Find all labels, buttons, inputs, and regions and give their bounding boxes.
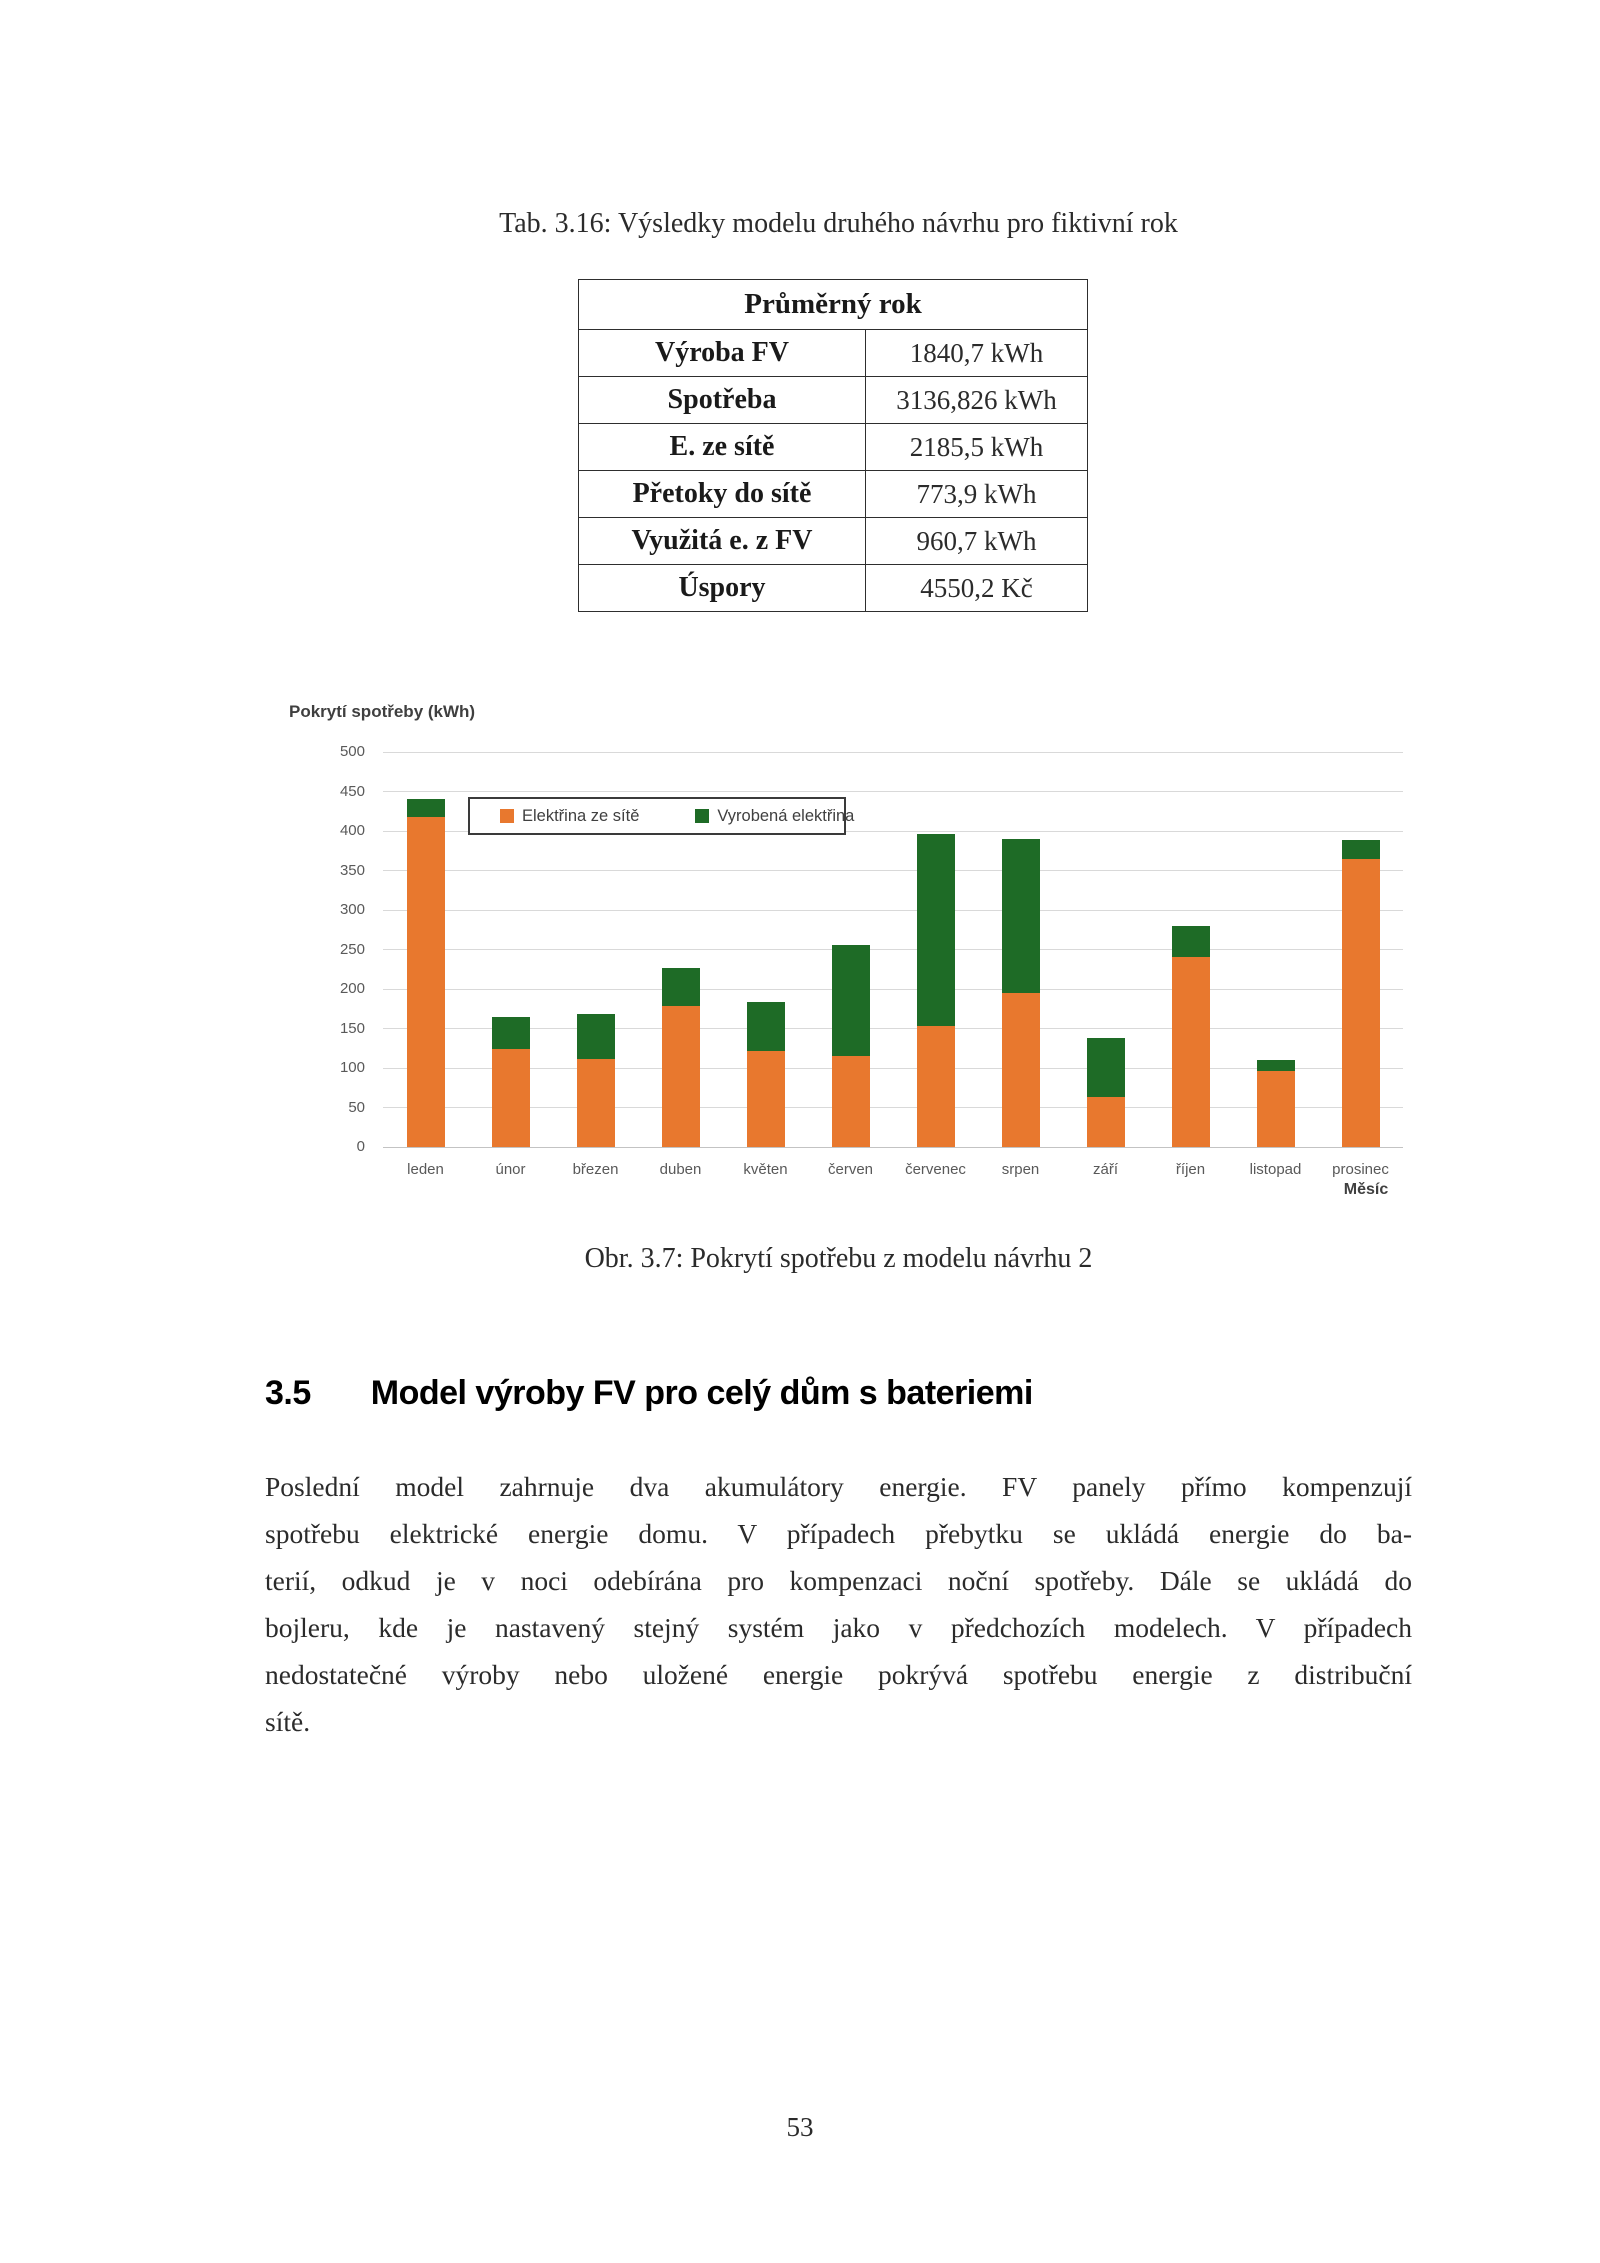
table-row-value: 960,7 kWh bbox=[866, 518, 1088, 565]
chart-legend bbox=[468, 797, 855, 835]
paragraph-line: sítě. bbox=[265, 1706, 311, 1737]
x-tick-label: prosinec bbox=[1332, 1161, 1389, 1178]
table-row-value: 773,9 kWh bbox=[866, 471, 1088, 518]
y-tick-label: 100 bbox=[339, 1059, 365, 1076]
x-tick-label: květen bbox=[743, 1161, 788, 1178]
bar-segment-grid-electricity bbox=[917, 1026, 955, 1147]
bar-segment-grid-electricity bbox=[1342, 859, 1380, 1147]
bar-segment-grid-electricity bbox=[662, 1006, 700, 1147]
y-tick-label: 150 bbox=[339, 1019, 365, 1037]
gridline bbox=[383, 1068, 1403, 1069]
bar-segment-produced-electricity bbox=[492, 1017, 530, 1049]
paragraph-line: Poslední model zahrnuje dva akumulátory energie. FV panely přímo kompenzují bbox=[265, 1471, 1412, 1502]
x-tick-label: duben bbox=[659, 1161, 702, 1178]
y-tick-label: 50 bbox=[348, 1098, 365, 1116]
table-row-value: 1840,7 kWh bbox=[866, 330, 1088, 377]
table-row bbox=[579, 565, 1088, 612]
gridline bbox=[383, 752, 1403, 753]
legend-label: Vyrobená elektřina bbox=[717, 806, 855, 825]
y-tick-label: 350 bbox=[339, 861, 365, 879]
y-tick-label: 500 bbox=[339, 743, 365, 760]
gridline bbox=[383, 1147, 1403, 1148]
gridline bbox=[383, 989, 1403, 990]
table-row-label: Výroba FV bbox=[579, 330, 866, 377]
gridline bbox=[383, 791, 1403, 792]
bar-segment-produced-electricity bbox=[917, 834, 955, 1026]
bar-segment-grid-electricity bbox=[1087, 1097, 1125, 1147]
bar-segment-produced-electricity bbox=[1172, 926, 1210, 958]
gridline bbox=[383, 1107, 1403, 1108]
x-tick-label: březen bbox=[572, 1161, 619, 1178]
bar-segment-produced-electricity bbox=[1257, 1060, 1295, 1071]
table-row bbox=[579, 518, 1088, 565]
gridline bbox=[383, 949, 1403, 950]
gridline bbox=[383, 910, 1403, 911]
x-tick-label: červenec bbox=[905, 1161, 966, 1178]
paragraph-line: spotřebu elektrické energie domu. V případech přebytku se ukládá energie do ba- bbox=[265, 1518, 1412, 1549]
gridline bbox=[383, 870, 1403, 871]
section-title: Model výroby FV pro celý dům s bateriemi bbox=[370, 1374, 1033, 1412]
bar-segment-produced-electricity bbox=[1342, 840, 1380, 859]
table-row-label: Využitá e. z FV bbox=[579, 518, 866, 565]
body-paragraph bbox=[265, 1463, 1412, 1745]
bar-segment-grid-electricity bbox=[747, 1051, 785, 1147]
table-row-value: 2185,5 kWh bbox=[866, 424, 1088, 471]
page-number: 53 bbox=[786, 2112, 814, 2142]
legend-swatch-icon bbox=[500, 809, 514, 823]
x-tick-label: září bbox=[1092, 1161, 1118, 1178]
bar-segment-produced-electricity bbox=[577, 1014, 615, 1059]
figure-caption: Obr. 3.7: Pokrytí spotřebu z modelu návrhu 2 bbox=[584, 1243, 1093, 1274]
table-header-cell: Průměrný rok bbox=[579, 280, 1088, 330]
bar-segment-grid-electricity bbox=[1257, 1071, 1295, 1147]
x-tick-label: únor bbox=[495, 1161, 526, 1178]
table-row-label: E. ze sítě bbox=[579, 424, 866, 471]
legend-item bbox=[695, 807, 854, 826]
table-row bbox=[579, 330, 1088, 377]
bar-segment-grid-electricity bbox=[1002, 993, 1040, 1147]
table-row-value: 3136,826 kWh bbox=[866, 377, 1088, 424]
section-heading bbox=[265, 1374, 1412, 1413]
x-tick-label: listopad bbox=[1249, 1161, 1302, 1178]
y-tick-label: 200 bbox=[339, 980, 365, 997]
y-tick-label: 0 bbox=[356, 1138, 365, 1155]
bar-segment-produced-electricity bbox=[1087, 1038, 1125, 1097]
table-row bbox=[579, 377, 1088, 424]
gridline bbox=[383, 831, 1403, 832]
bar-segment-grid-electricity bbox=[1172, 957, 1210, 1147]
paragraph-line: terií, odkud je v noci odebírána pro kompenzaci noční spotřeby. Dále se ukládá do bbox=[265, 1565, 1412, 1596]
bar-segment-produced-electricity bbox=[407, 799, 445, 816]
y-tick-label: 400 bbox=[339, 822, 365, 839]
chart-x-axis-label: Měsíc bbox=[1343, 1181, 1389, 1198]
table-row-label: Přetoky do sítě bbox=[579, 471, 866, 518]
x-tick-label: srpen bbox=[1001, 1161, 1040, 1178]
bar-segment-grid-electricity bbox=[577, 1059, 615, 1147]
x-tick-label: říjen bbox=[1175, 1161, 1206, 1178]
y-tick-label: 250 bbox=[339, 940, 365, 958]
table-row-label: Spotřeba bbox=[579, 377, 866, 424]
x-tick-label: červen bbox=[827, 1161, 874, 1178]
x-tick-label: leden bbox=[407, 1161, 444, 1178]
bar-segment-produced-electricity bbox=[1002, 839, 1040, 993]
table-row bbox=[579, 424, 1088, 471]
table-row-value: 4550,2 Kč bbox=[866, 565, 1088, 612]
bar-segment-grid-electricity bbox=[407, 817, 445, 1147]
table-header-row bbox=[579, 280, 1088, 330]
results-table bbox=[578, 279, 1088, 612]
bar-segment-produced-electricity bbox=[662, 968, 700, 1005]
paragraph-line: bojleru, kde je nastavený stejný systém jako v předchozích modelech. V případech bbox=[265, 1612, 1412, 1643]
chart-title: Pokrytí spotřeby (kWh) bbox=[289, 702, 476, 721]
paragraph-line: nedostatečné výroby nebo uložené energie pokrývá spotřebu energie z distribuční bbox=[265, 1659, 1412, 1690]
y-tick-label: 450 bbox=[339, 782, 365, 800]
table-row-label: Úspory bbox=[579, 565, 866, 612]
bar-segment-grid-electricity bbox=[492, 1049, 530, 1147]
bar-segment-produced-electricity bbox=[832, 945, 870, 1056]
legend-swatch-icon bbox=[695, 809, 709, 823]
legend-item bbox=[500, 807, 639, 826]
gridline bbox=[383, 1028, 1403, 1029]
section-number: 3.5 bbox=[265, 1374, 311, 1412]
bar-segment-grid-electricity bbox=[832, 1056, 870, 1147]
table-row bbox=[579, 471, 1088, 518]
bar-segment-produced-electricity bbox=[747, 1002, 785, 1052]
y-tick-label: 300 bbox=[339, 901, 365, 918]
table-caption: Tab. 3.16: Výsledky modelu druhého návrhu pro fiktivní rok bbox=[499, 208, 1178, 239]
legend-label: Elektřina ze sítě bbox=[522, 806, 640, 825]
